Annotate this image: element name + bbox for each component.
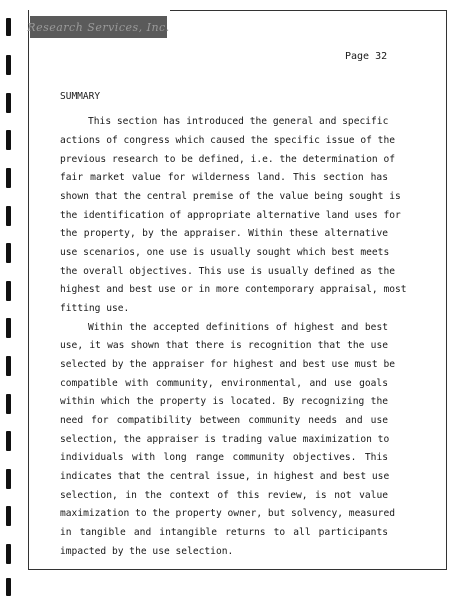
text-line: shown that the central premise of the value being sought is xyxy=(60,191,401,202)
text-line: individuals with long range community objectives. This xyxy=(60,452,388,463)
binding-hole xyxy=(6,93,11,113)
binding-hole xyxy=(6,18,11,36)
text-line: Within the accepted definitions of highest and best xyxy=(88,322,388,333)
text-line: compatible with community, environmental, and use goals xyxy=(60,378,388,389)
binding-hole xyxy=(6,506,11,526)
section-heading: SUMMARY xyxy=(60,91,101,102)
text-line: selection, in the context of this review, is not value xyxy=(60,490,388,501)
page-number: Page 32 xyxy=(345,51,388,62)
text-line: the identification of appropriate alternative land uses for xyxy=(60,210,401,221)
binding-hole xyxy=(6,206,11,226)
binding-hole xyxy=(6,578,11,596)
text-line: in tangible and intangible returns to all participants xyxy=(60,527,388,538)
text-line: impacted by the use selection. xyxy=(60,546,234,557)
text-line: selected by the appraiser for highest and best use must be xyxy=(60,359,396,370)
text-line: use scenarios, one use is usually sought which best meets xyxy=(60,247,390,258)
binding-hole xyxy=(6,544,11,564)
text-line: the property, by the appraiser. Within these alternative xyxy=(60,228,388,239)
text-line: fair market value for wilderness land. This section has xyxy=(60,172,388,183)
text-line: selection, the appraiser is trading value maximization to xyxy=(60,434,390,445)
text-line: actions of congress which caused the specific issue of the xyxy=(60,135,396,146)
letterhead-stamp xyxy=(27,16,170,38)
text-line: fitting use. xyxy=(60,303,130,314)
binding-hole xyxy=(6,281,11,301)
text-line: the overall objectives. This use is usually defined as the xyxy=(60,266,396,277)
binding-hole xyxy=(6,356,11,376)
binding-hole xyxy=(6,394,11,414)
text-line: maximization to the property owner, but solvency, measured xyxy=(60,508,396,519)
binding-hole xyxy=(6,469,11,489)
binding-hole xyxy=(6,168,11,188)
text-line: highest and best use or in more contemporary appraisal, most xyxy=(60,284,407,295)
text-line: previous research to be defined, i.e. the determination of xyxy=(60,154,396,165)
page-border-top xyxy=(170,10,447,11)
text-line: This section has introduced the general and specific xyxy=(88,116,389,127)
binding-hole xyxy=(6,318,11,338)
letterhead-stamp-text: Research Services, Inc. xyxy=(27,20,170,34)
text-line: use, it was shown that there is recognition that the use xyxy=(60,340,388,351)
binding-hole xyxy=(6,130,11,150)
text-line: within which the property is located. By recognizing the xyxy=(60,396,388,407)
binding-hole xyxy=(6,431,11,451)
text-line: indicates that the central issue, in highest and best use xyxy=(60,471,390,482)
binding-hole xyxy=(6,55,11,75)
binding-hole xyxy=(6,243,11,263)
text-line: need for compatibility between community needs and use xyxy=(60,415,388,426)
